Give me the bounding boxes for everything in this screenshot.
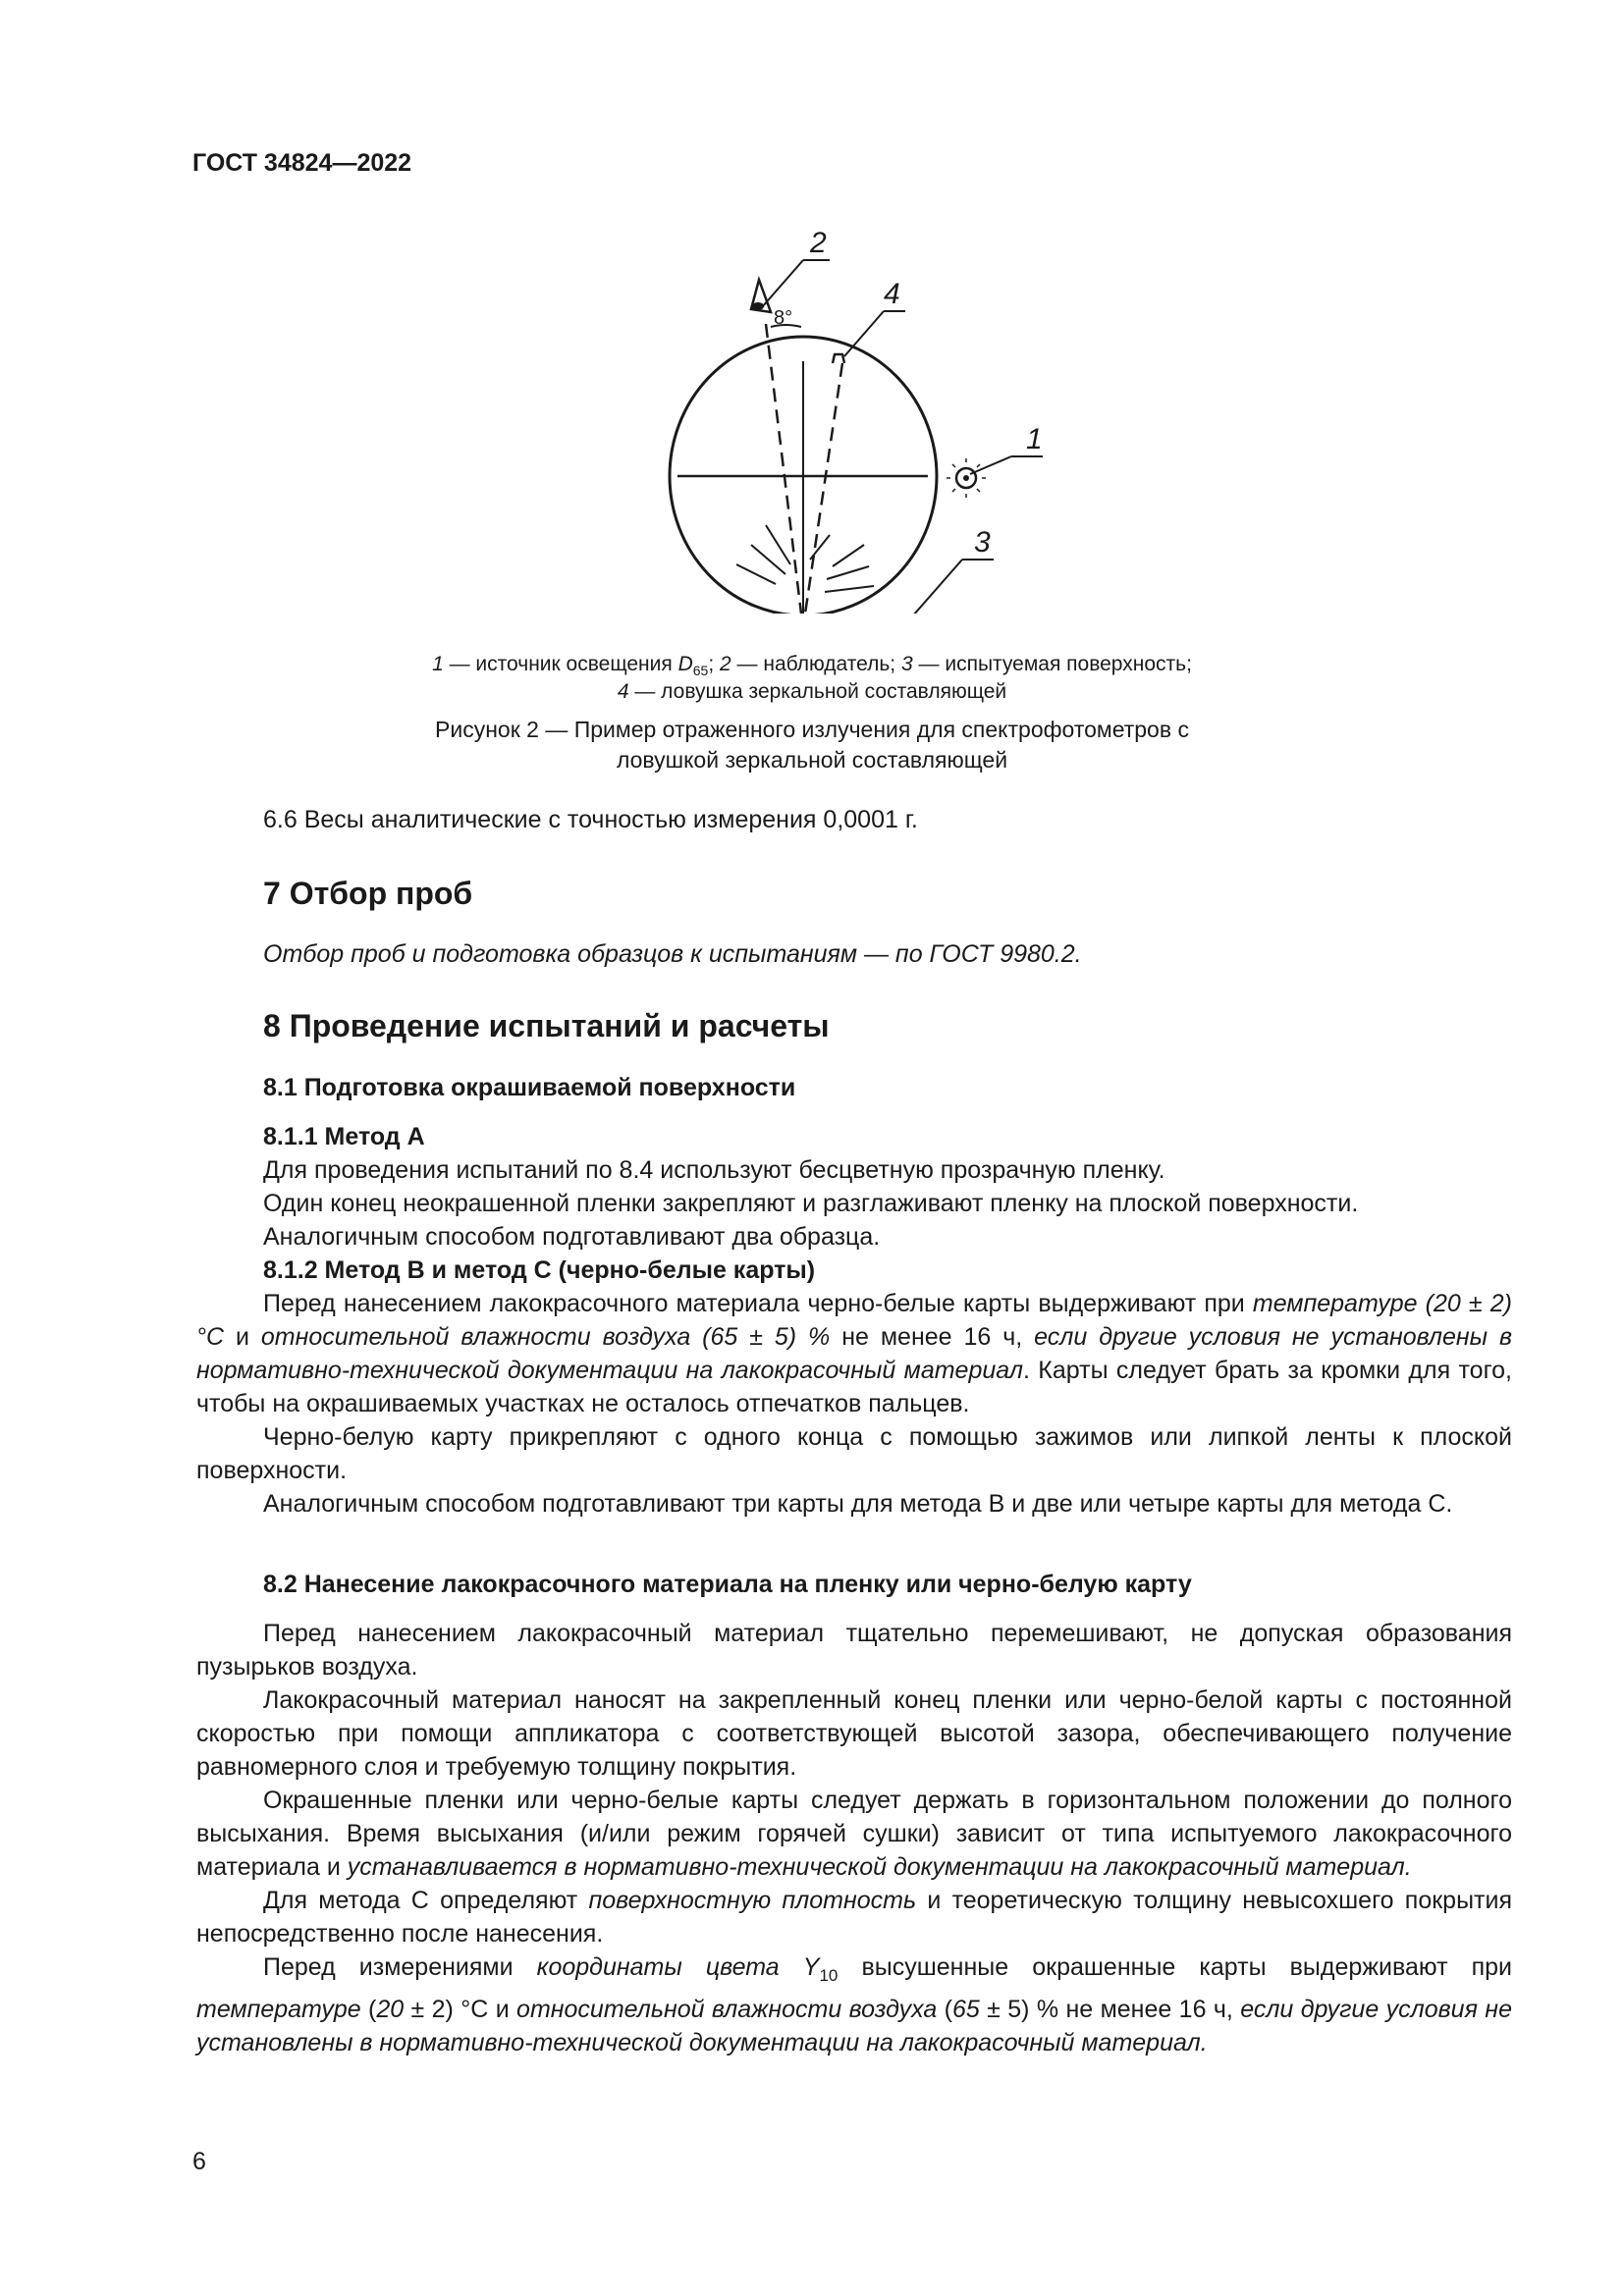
callout-4: 4 (884, 278, 900, 310)
callout-2: 2 (810, 227, 827, 259)
paragraph: Аналогичным способом подготавливают два образца. (263, 1223, 881, 1251)
body-82 (196, 1617, 1512, 2059)
paragraph: Для проведения испытаний по 8.4 используют бесцветную прозрачную пленку. (263, 1156, 1165, 1184)
paragraph: Аналогичным способом подготавливают три карты для метода В и две или четыре карты для метода С. (263, 1490, 1453, 1518)
paragraph: Перед нанесением лакокрасочный материал тщательно перемешивают, не допуская образования пузырьков воздуха. (196, 1620, 1512, 1681)
paragraph: Один конец неокрашенной пленки закрепляют и разглаживают пленку на плоской поверхности. (263, 1190, 1359, 1217)
callout-3: 3 (974, 526, 991, 559)
paragraph: Перед нанесением лакокрасочного материала черно-белые карты выдерживают при температуре (20 ± 2) °С и относительной влажности воздуха (65 ± 5) % не менее 16 ч, если другие условия не установлены в нормативно-технической документации на лакокрасочный материал. Карты следует брать за кромки для того, чтобы на окрашиваемых участках не осталось отпечатков пальцев. (196, 1290, 1513, 1417)
figure-legend-line2: 4 — ловушка зеркальной составляющей (617, 680, 1007, 703)
section-8-1-1-heading: 8.1.1 Метод А (263, 1123, 425, 1150)
section-8-1-2-heading: 8.1.2 Метод В и метод С (черно-белые карты) (263, 1256, 816, 1284)
paragraph: Перед измерениями координаты цвета $Y_{10}$ высушенные окрашенные карты выдерживают при температуре (20 ± 2) °С и относительной влажности воздуха (65 ± 5) % не менее 16 ч, если другие условия не установлены в нормативно-технической документации на лакокрасочный материал. (196, 1953, 1512, 2056)
figure-legend-line1: 1 — источник освещения $D_{65}$; 2 — наблюдатель; 3 — испытуемая поверхность; (432, 653, 1192, 679)
document-header: ГОСТ 34824—2022 (192, 149, 412, 177)
paragraph: Лакокрасочный материал наносят на закрепленный конец пленки или черно-белой карты с постоянной скоростью при помощи аппликатора с соответствующей высотой зазора, обеспечивающего получение равномерного слоя и требуемую толщину покрытия. (196, 1686, 1512, 1781)
angle-label: 8° (774, 307, 793, 329)
sphere-diagram (589, 221, 1080, 614)
item-6-6: 6.6 Весы аналитические с точностью измерения 0,0001 г. (263, 806, 918, 833)
figure-title-line1: Рисунок 2 — Пример отраженного излучения для спектрофотометров с (435, 717, 1189, 742)
page-number: 6 (192, 2148, 206, 2175)
paragraph: Для метода С определяют поверхностную плотность и теоретическую толщину невысохшего покрытия непосредственно после нанесения. (196, 1887, 1512, 1948)
section-8-heading: 8 Проведение испытаний и расчеты (263, 1008, 830, 1043)
paragraph: Черно-белую карту прикрепляют с одного конца с помощью зажимов или липкой ленты к плоской поверхности. (196, 1423, 1512, 1484)
section-8-2-heading: 8.2 Нанесение лакокрасочного материала на пленку или черно-белую карту (263, 1571, 1192, 1598)
section-7-text: Отбор проб и подготовка образцов к испытаниям — по ГОСТ 9980.2. (263, 940, 1082, 968)
section-8-1-heading: 8.1 Подготовка окрашиваемой поверхности (263, 1074, 796, 1101)
figure-title-line2: ловушкой зеркальной составляющей (616, 747, 1008, 773)
body-811 (196, 1153, 1513, 1521)
callout-1: 1 (1026, 423, 1043, 455)
paragraph: Окрашенные пленки или черно-белые карты следует держать в горизонтальном положении до полного высыхания. Время высыхания (и/или режим горячей сушки) зависит от типа испытуемого лакокрасочного материала и устанавливается в нормативно-технической документации на лакокрасочный материал. (196, 1787, 1512, 1881)
section-7-heading: 7 Отбор проб (263, 876, 473, 911)
